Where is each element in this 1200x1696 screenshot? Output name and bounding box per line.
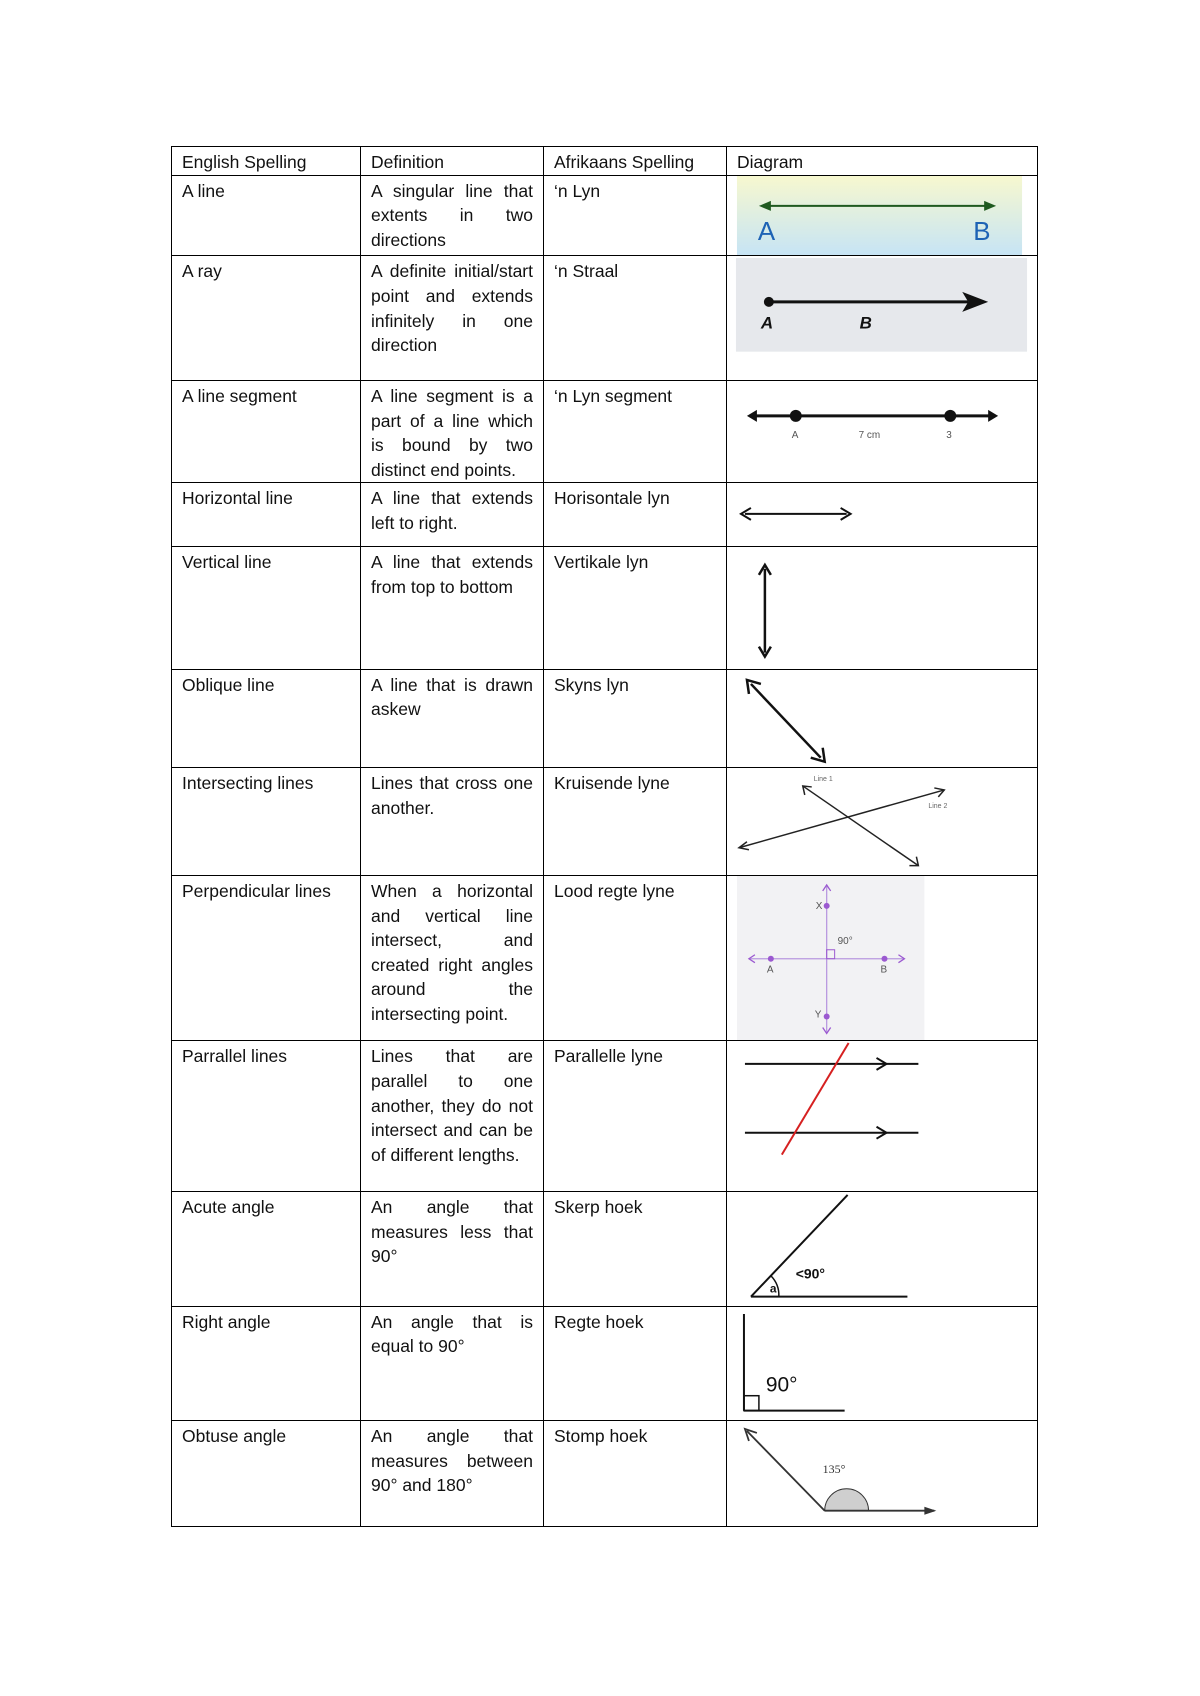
table-row <box>172 1421 1038 1527</box>
afrikaans-term: ‘n Lyn <box>544 175 727 256</box>
definition: An angle that is equal to 90° <box>361 1306 544 1421</box>
point-label-a: A <box>791 429 799 441</box>
english-term: Horizontal line <box>172 483 361 547</box>
right-angle-diagram <box>727 1307 1037 1421</box>
english-term: Oblique line <box>172 669 361 768</box>
length-label: 7 cm <box>858 429 881 441</box>
point-x <box>824 903 830 909</box>
right-angle-marker <box>744 1395 759 1410</box>
acute-angle-diagram <box>727 1192 1037 1306</box>
definition: When a horizontal and vertical line intersect, and created right angles around the intersecting point. <box>361 876 544 1041</box>
segment-diagram <box>727 381 1037 482</box>
afrikaans-term: Parallelle lyne <box>544 1041 727 1192</box>
afrikaans-term: Skyns lyn <box>544 669 727 768</box>
point-label-b: B <box>880 964 888 976</box>
point-label-y: Y <box>814 1009 822 1021</box>
diagram-cell <box>727 256 1038 381</box>
point-label-b: 3 <box>946 429 952 441</box>
line-diagram <box>727 176 1037 256</box>
afrikaans-term: Horisontale lyn <box>544 483 727 547</box>
parallel-lines-diagram <box>727 1041 1037 1191</box>
table-row <box>172 1306 1038 1421</box>
angle-slanted-ray <box>747 1431 825 1511</box>
definition: An angle that measures less that 90° <box>361 1191 544 1306</box>
diagram-cell <box>727 175 1038 256</box>
diagram-cell <box>727 669 1038 768</box>
angle-measure-label: <90° <box>795 1265 826 1282</box>
english-term: A line segment <box>172 380 361 482</box>
point-label-a: A <box>766 964 774 976</box>
diagram-cell <box>727 1191 1038 1306</box>
definition: A line that is drawn askew <box>361 669 544 768</box>
point-b <box>882 956 888 962</box>
definition: Lines that cross one another. <box>361 768 544 876</box>
diagram-cell <box>727 1041 1038 1192</box>
arrowhead-left <box>747 410 757 422</box>
table-row <box>172 175 1038 256</box>
diagram-background <box>736 258 1027 352</box>
table-row <box>172 380 1038 482</box>
point-y <box>824 1014 830 1020</box>
angle-variable-label: a <box>769 1281 777 1296</box>
line-2-stroke <box>739 790 944 848</box>
diagram-cell <box>727 483 1038 547</box>
header-diagram: Diagram <box>727 147 1038 176</box>
oblique-line-diagram <box>727 670 1037 768</box>
diagram-cell <box>727 876 1038 1041</box>
transversal-line <box>782 1043 849 1155</box>
english-term: A line <box>172 175 361 256</box>
diagram-cell <box>727 1306 1038 1421</box>
afrikaans-term: Lood regte lyne <box>544 876 727 1041</box>
point-label-a: A <box>760 314 774 334</box>
arrowhead-right <box>988 410 998 422</box>
diagram-cell <box>727 547 1038 670</box>
line-1-stroke <box>803 786 919 866</box>
definition: A line that extends from top to bottom <box>361 547 544 670</box>
line-1-label: Line 1 <box>813 776 833 784</box>
table-row <box>172 547 1038 670</box>
afrikaans-term: ‘n Lyn segment <box>544 380 727 482</box>
endpoint-b <box>944 410 956 422</box>
point-label-x: X <box>815 900 823 912</box>
oblique-stroke <box>751 684 821 758</box>
english-term: A ray <box>172 256 361 381</box>
angle-measure-label: 135° <box>822 1462 846 1477</box>
english-term: Right angle <box>172 1306 361 1421</box>
afrikaans-term: Regte hoek <box>544 1306 727 1421</box>
english-term: Obtuse angle <box>172 1421 361 1527</box>
point-label-b: B <box>859 314 872 334</box>
ray-diagram <box>727 256 1037 380</box>
table-row <box>172 256 1038 381</box>
diagram-cell <box>727 380 1038 482</box>
table-row <box>172 876 1038 1041</box>
definition: A line that extends left to right. <box>361 483 544 547</box>
angle-sector <box>825 1489 869 1511</box>
table-row <box>172 1191 1038 1306</box>
afrikaans-term: Stomp hoek <box>544 1421 727 1527</box>
point-label-b: B <box>973 217 991 246</box>
point-a <box>768 956 774 962</box>
afrikaans-term: Kruisende lyne <box>544 768 727 876</box>
english-term: Vertical line <box>172 547 361 670</box>
table-row <box>172 768 1038 876</box>
obtuse-angle-diagram <box>727 1421 1037 1526</box>
point-label-a: A <box>757 217 776 246</box>
afrikaans-term: ‘n Straal <box>544 256 727 381</box>
english-term: Intersecting lines <box>172 768 361 876</box>
geometry-glossary-table <box>171 146 1038 1527</box>
endpoint-a <box>790 410 802 422</box>
definition: A line segment is a part of a line which is bound by two distinct end points. <box>361 380 544 482</box>
horizontal-line-diagram <box>727 483 1037 546</box>
header-row <box>172 147 1038 176</box>
angle-measure-label: 90° <box>765 1373 798 1397</box>
arrowhead-base <box>924 1507 936 1515</box>
afrikaans-term: Vertikale lyn <box>544 547 727 670</box>
line-2-label: Line 2 <box>928 803 948 811</box>
definition: A singular line that extents in two directions <box>361 175 544 256</box>
english-term: Parrallel lines <box>172 1041 361 1192</box>
definition: An angle that measures between 90° and 180° <box>361 1421 544 1527</box>
definition: A definite initial/start point and extends infinitely in one direction <box>361 256 544 381</box>
diagram-cell <box>727 768 1038 876</box>
table-row <box>172 483 1038 547</box>
table-row <box>172 669 1038 768</box>
afrikaans-term: Skerp hoek <box>544 1191 727 1306</box>
header-english: English Spelling <box>172 147 361 176</box>
table-row <box>172 1041 1038 1192</box>
english-term: Perpendicular lines <box>172 876 361 1041</box>
intersecting-lines-diagram <box>727 768 1037 875</box>
english-term: Acute angle <box>172 1191 361 1306</box>
header-afrikaans: Afrikaans Spelling <box>544 147 727 176</box>
diagram-cell <box>727 1421 1038 1527</box>
vertical-line-diagram <box>727 547 1037 669</box>
header-definition: Definition <box>361 147 544 176</box>
perpendicular-lines-diagram <box>727 876 1037 1040</box>
angle-label: 90° <box>837 935 853 947</box>
definition: Lines that are parallel to one another, they do not intersect and can be of different lengths. <box>361 1041 544 1192</box>
